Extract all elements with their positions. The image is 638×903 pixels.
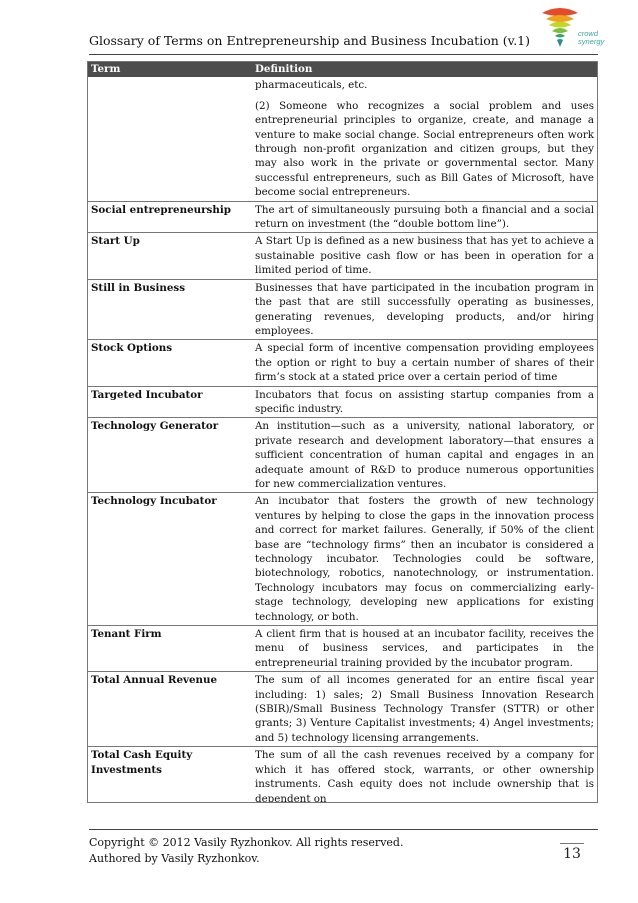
definition-paragraph: (2) Someone who recognizes a social problem and uses entrepreneurial principles to organize, create, and manage a venture to make social change. Social entrepreneurs often work through non-profit organization and citizen groups, but they may also work in the private or governmental sector. Many successful entrepreneurs, such as Bill Gates of Microsoft, have become social entrepreneurs. (255, 99, 594, 199)
glossary-term: Stock Options (87, 340, 251, 386)
glossary-term: Targeted Incubator (87, 386, 251, 418)
glossary-definition (251, 77, 598, 201)
definition-paragraph: Incubators that focus on assisting startup companies from a specific industry. (255, 388, 594, 415)
table-row (87, 201, 598, 233)
table-row (87, 233, 598, 279)
definition-paragraph: An incubator that fosters the growth of new technology ventures by helping to close the gaps in the innovation process and correct for market failures. Generally, if 50% of the client base are “technology firms” then an incubator is considered a technology incubator. Technologies could be software, biotechnology, robotics, nanotechnology, or instrumentation. Technology incubators may focus on commercializing early-stage technology, developing new applications for existing technology, or both. (255, 495, 594, 623)
glossary-term: Total Cash Equity Investments (87, 747, 251, 803)
table-row (87, 626, 598, 672)
column-header-definition: Definition (251, 61, 598, 77)
glossary-definition (251, 279, 598, 340)
table-row (87, 493, 598, 626)
glossary-definition (251, 493, 598, 626)
glossary-term: Technology Incubator (87, 493, 251, 626)
table-header-row (87, 61, 598, 77)
table-row (87, 340, 598, 386)
logo-text-crowd: crowd (578, 29, 599, 38)
definition-paragraph: The sum of all the cash revenues received by a company for which it has offered stock, warrants, or other ownership instruments. Cash equity does not include ownership that is dependent on (255, 749, 594, 803)
definition-paragraph: pharmaceuticals, etc. (255, 79, 368, 92)
glossary-term: Start Up (87, 233, 251, 279)
table-row (87, 386, 598, 418)
glossary-table-container (87, 61, 598, 803)
footer-copyright: Copyright © 2012 Vasily Ryzhonkov. All rights reserved. (89, 836, 404, 849)
glossary-definition (251, 418, 598, 493)
spiral-logo-icon (538, 5, 582, 49)
glossary-term: Tenant Firm (87, 626, 251, 672)
page-number: 13 (560, 843, 584, 862)
glossary-table (87, 61, 598, 803)
definition-paragraph: A special form of incentive compensation providing employees the option or right to buy a certain number of shares of their firm’s stock at a stated price over a certain period of time (255, 342, 594, 384)
glossary-definition (251, 626, 598, 672)
table-row (87, 747, 598, 803)
glossary-term (87, 77, 251, 201)
definition-paragraph: A Start Up is defined as a new business that has yet to achieve a sustainable positive cash flow or has been in operation for a limited period of time. (255, 235, 594, 277)
column-header-term: Term (87, 61, 251, 77)
glossary-definition (251, 747, 598, 803)
page-footer (89, 835, 403, 867)
document-header-title: Glossary of Terms on Entrepreneurship and Business Incubation (v.1) (89, 33, 531, 48)
header-divider (89, 54, 598, 55)
definition-paragraph: The sum of all incomes generated for an entire fiscal year including: 1) sales; 2) Small Business Innovation Research (SBIR)/Small Business Technology Transfer (STTR) or other grants; 3) Venture Capitalist investments; 4) Angel investments; and 5) technology licensing arrangements. (255, 674, 594, 744)
definition-paragraph: The art of simultaneously pursuing both a financial and a social return on investment (the “double bottom line”). (255, 203, 594, 231)
table-row (87, 418, 598, 493)
footer-author: Authored by Vasily Ryzhonkov. (89, 852, 260, 865)
glossary-table-body (87, 77, 598, 803)
glossary-definition (251, 386, 598, 418)
table-row (87, 672, 598, 747)
table-row (87, 279, 598, 340)
glossary-term: Technology Generator (87, 418, 251, 493)
glossary-term: Total Annual Revenue (87, 672, 251, 747)
glossary-definition (251, 233, 598, 279)
logo-wordmark (578, 30, 604, 46)
glossary-definition (251, 340, 598, 386)
glossary-definition (251, 201, 598, 233)
table-row (87, 77, 598, 201)
definition-paragraph: Businesses that have participated in the incubation program in the past that are still successfully operating as businesses, generating revenues, developing products, and/or hiring employees. (255, 281, 594, 337)
definition-paragraph: A client firm that is housed at an incubator facility, receives the menu of business services, and participates in the entrepreneurial training provided by the incubator program. (255, 628, 594, 669)
glossary-term: Social entrepreneurship (87, 201, 251, 233)
footer-divider (89, 829, 598, 830)
logo-text-synergy: synergy (578, 37, 605, 46)
definition-paragraph: An institution—such as a university, national laboratory, or private research and development laboratory—that ensures a sufficient concentration of human capital and engages in an adequate amount of R&D to produce numerous opportunities for new commercialization ventures. (255, 420, 594, 490)
glossary-definition (251, 672, 598, 747)
glossary-term: Still in Business (87, 279, 251, 340)
